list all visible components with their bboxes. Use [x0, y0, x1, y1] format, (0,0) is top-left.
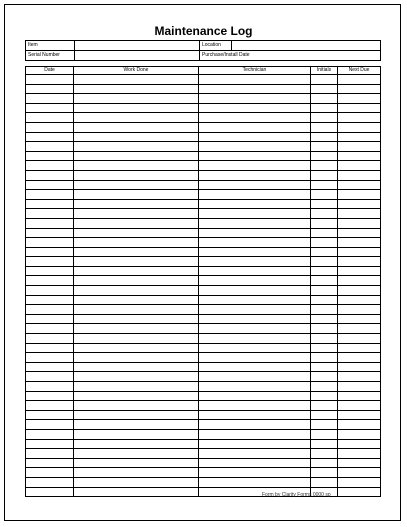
technician-cell[interactable]: [199, 122, 311, 132]
date-cell[interactable]: [26, 142, 74, 152]
date-cell[interactable]: [26, 75, 74, 85]
date-cell[interactable]: [26, 477, 74, 487]
date-cell[interactable]: [26, 94, 74, 104]
table-row: [26, 132, 381, 142]
date-cell[interactable]: [26, 122, 74, 132]
date-cell[interactable]: [26, 372, 74, 382]
date-cell[interactable]: [26, 257, 74, 267]
initials-cell[interactable]: [311, 343, 338, 353]
technician-cell[interactable]: [199, 353, 311, 363]
work-done-cell[interactable]: [74, 372, 199, 382]
table-row: [26, 429, 381, 439]
technician-cell[interactable]: [199, 295, 311, 305]
technician-cell[interactable]: [199, 458, 311, 468]
initials-cell[interactable]: [311, 142, 338, 152]
next-due-cell[interactable]: [338, 218, 381, 228]
next-due-cell[interactable]: [338, 84, 381, 94]
date-cell[interactable]: [26, 324, 74, 334]
work-done-cell[interactable]: [74, 391, 199, 401]
table-row: [26, 266, 381, 276]
work-done-cell[interactable]: [74, 199, 199, 209]
date-cell[interactable]: [26, 439, 74, 449]
work-done-cell[interactable]: [74, 132, 199, 142]
log-body: [26, 75, 381, 497]
date-cell[interactable]: [26, 391, 74, 401]
work-done-cell[interactable]: [74, 401, 199, 411]
technician-cell[interactable]: [199, 372, 311, 382]
technician-cell[interactable]: [199, 170, 311, 180]
next-due-cell[interactable]: [338, 468, 381, 478]
next-due-cell[interactable]: [338, 276, 381, 286]
date-cell[interactable]: [26, 228, 74, 238]
technician-cell[interactable]: [199, 429, 311, 439]
initials-cell[interactable]: [311, 286, 338, 296]
table-row: [26, 94, 381, 104]
next-due-cell[interactable]: [338, 238, 381, 248]
technician-cell[interactable]: [199, 238, 311, 248]
work-done-cell[interactable]: [74, 228, 199, 238]
next-due-cell[interactable]: [338, 343, 381, 353]
technician-cell[interactable]: [199, 449, 311, 459]
date-cell[interactable]: [26, 429, 74, 439]
next-due-cell[interactable]: [338, 353, 381, 363]
initials-cell[interactable]: [311, 199, 338, 209]
date-cell[interactable]: [26, 170, 74, 180]
table-row: [26, 305, 381, 315]
initials-cell[interactable]: [311, 362, 338, 372]
log-table: [25, 66, 381, 497]
technician-cell[interactable]: [199, 84, 311, 94]
table-row: [26, 410, 381, 420]
next-due-cell[interactable]: [338, 314, 381, 324]
table-row: [26, 362, 381, 372]
next-due-cell[interactable]: [338, 266, 381, 276]
table-row: [26, 75, 381, 85]
next-due-cell[interactable]: [338, 487, 381, 497]
initials-cell[interactable]: [311, 209, 338, 219]
date-cell[interactable]: [26, 266, 74, 276]
initials-cell[interactable]: [311, 122, 338, 132]
technician-cell[interactable]: [199, 199, 311, 209]
initials-cell[interactable]: [311, 477, 338, 487]
initials-cell[interactable]: [311, 238, 338, 248]
technician-cell[interactable]: [199, 391, 311, 401]
initials-cell[interactable]: [311, 305, 338, 315]
initials-cell[interactable]: [311, 276, 338, 286]
technician-cell[interactable]: [199, 209, 311, 219]
next-due-cell[interactable]: [338, 180, 381, 190]
work-done-cell[interactable]: [74, 238, 199, 248]
next-due-cell[interactable]: [338, 324, 381, 334]
initials-cell[interactable]: [311, 161, 338, 171]
work-done-cell[interactable]: [74, 266, 199, 276]
table-row: [26, 439, 381, 449]
serial-number-field[interactable]: [75, 51, 200, 61]
initials-cell[interactable]: [311, 190, 338, 200]
date-cell[interactable]: [26, 401, 74, 411]
technician-cell[interactable]: [199, 180, 311, 190]
initials-cell[interactable]: [311, 94, 338, 104]
date-cell[interactable]: [26, 180, 74, 190]
technician-cell[interactable]: [199, 161, 311, 171]
date-cell[interactable]: [26, 151, 74, 161]
initials-cell[interactable]: [311, 439, 338, 449]
next-due-cell[interactable]: [338, 286, 381, 296]
table-row: [26, 170, 381, 180]
table-row: [26, 391, 381, 401]
initials-cell[interactable]: [311, 429, 338, 439]
work-done-cell[interactable]: [74, 343, 199, 353]
work-done-cell[interactable]: [74, 449, 199, 459]
initials-cell[interactable]: [311, 449, 338, 459]
table-row: [26, 276, 381, 286]
initials-cell[interactable]: [311, 132, 338, 142]
date-cell[interactable]: [26, 276, 74, 286]
technician-cell[interactable]: [199, 477, 311, 487]
initials-cell[interactable]: [311, 372, 338, 382]
technician-cell[interactable]: [199, 266, 311, 276]
date-cell[interactable]: [26, 487, 74, 497]
work-done-cell[interactable]: [74, 113, 199, 123]
date-cell[interactable]: [26, 343, 74, 353]
technician-cell[interactable]: [199, 410, 311, 420]
table-row: [26, 324, 381, 334]
initials-cell[interactable]: [311, 113, 338, 123]
next-due-cell[interactable]: [338, 295, 381, 305]
technician-cell[interactable]: [199, 314, 311, 324]
next-due-cell[interactable]: [338, 199, 381, 209]
initials-cell[interactable]: [311, 314, 338, 324]
next-due-cell[interactable]: [338, 477, 381, 487]
table-row: [26, 161, 381, 171]
next-due-cell[interactable]: [338, 458, 381, 468]
date-cell[interactable]: [26, 84, 74, 94]
column-header-technician: Technician: [199, 67, 311, 75]
date-cell[interactable]: [26, 420, 74, 430]
work-done-cell[interactable]: [74, 314, 199, 324]
work-done-cell[interactable]: [74, 458, 199, 468]
work-done-cell[interactable]: [74, 161, 199, 171]
date-cell[interactable]: [26, 458, 74, 468]
next-due-cell[interactable]: [338, 94, 381, 104]
table-row: [26, 477, 381, 487]
serial-number-label: Serial Number: [26, 51, 75, 61]
technician-cell[interactable]: [199, 113, 311, 123]
next-due-cell[interactable]: [338, 410, 381, 420]
technician-cell[interactable]: [199, 132, 311, 142]
next-due-cell[interactable]: [338, 439, 381, 449]
technician-cell[interactable]: [199, 286, 311, 296]
work-done-cell[interactable]: [74, 324, 199, 334]
table-row: [26, 295, 381, 305]
log-header-row: [26, 67, 381, 75]
next-due-cell[interactable]: [338, 113, 381, 123]
initials-cell[interactable]: [311, 458, 338, 468]
next-due-cell[interactable]: [338, 391, 381, 401]
technician-cell[interactable]: [199, 382, 311, 392]
work-done-cell[interactable]: [74, 84, 199, 94]
next-due-cell[interactable]: [338, 449, 381, 459]
column-header-work-done: Work Done: [74, 67, 199, 75]
next-due-cell[interactable]: [338, 190, 381, 200]
table-row: [26, 372, 381, 382]
page-title: Maintenance Log: [154, 24, 253, 38]
work-done-cell[interactable]: [74, 170, 199, 180]
date-cell[interactable]: [26, 449, 74, 459]
next-due-cell[interactable]: [338, 401, 381, 411]
date-cell[interactable]: [26, 103, 74, 113]
next-due-cell[interactable]: [338, 142, 381, 152]
initials-cell[interactable]: [311, 103, 338, 113]
work-done-cell[interactable]: [74, 353, 199, 363]
date-cell[interactable]: [26, 468, 74, 478]
date-cell[interactable]: [26, 295, 74, 305]
table-row: [26, 199, 381, 209]
next-due-cell[interactable]: [338, 161, 381, 171]
next-due-cell[interactable]: [338, 103, 381, 113]
next-due-cell[interactable]: [338, 372, 381, 382]
technician-cell[interactable]: [199, 94, 311, 104]
initials-cell[interactable]: [311, 75, 338, 85]
work-done-cell[interactable]: [74, 276, 199, 286]
technician-cell[interactable]: [199, 343, 311, 353]
initials-cell[interactable]: [311, 353, 338, 363]
table-row: [26, 382, 381, 392]
table-row: [26, 314, 381, 324]
technician-cell[interactable]: [199, 324, 311, 334]
initials-cell[interactable]: [311, 410, 338, 420]
technician-cell[interactable]: [199, 142, 311, 152]
initials-cell[interactable]: [311, 391, 338, 401]
technician-cell[interactable]: [199, 151, 311, 161]
initials-cell[interactable]: [311, 324, 338, 334]
initials-cell[interactable]: [311, 151, 338, 161]
technician-cell[interactable]: [199, 218, 311, 228]
next-due-cell[interactable]: [338, 382, 381, 392]
work-done-cell[interactable]: [74, 410, 199, 420]
table-row: [26, 218, 381, 228]
initials-cell[interactable]: [311, 228, 338, 238]
location-field[interactable]: [232, 41, 381, 51]
item-label: Item: [26, 41, 75, 51]
initials-cell[interactable]: [311, 257, 338, 267]
technician-cell[interactable]: [199, 257, 311, 267]
table-row: [26, 103, 381, 113]
table-row: [26, 353, 381, 363]
technician-cell[interactable]: [199, 401, 311, 411]
next-due-cell[interactable]: [338, 170, 381, 180]
table-row: [26, 238, 381, 248]
initials-cell[interactable]: [311, 180, 338, 190]
initials-cell[interactable]: [311, 334, 338, 344]
next-due-cell[interactable]: [338, 362, 381, 372]
next-due-cell[interactable]: [338, 75, 381, 85]
work-done-cell[interactable]: [74, 247, 199, 257]
date-cell[interactable]: [26, 113, 74, 123]
work-done-cell[interactable]: [74, 420, 199, 430]
next-due-cell[interactable]: [338, 429, 381, 439]
date-cell[interactable]: [26, 247, 74, 257]
next-due-cell[interactable]: [338, 334, 381, 344]
initials-cell[interactable]: [311, 84, 338, 94]
work-done-cell[interactable]: [74, 94, 199, 104]
work-done-cell[interactable]: [74, 468, 199, 478]
technician-cell[interactable]: [199, 420, 311, 430]
work-done-cell[interactable]: [74, 305, 199, 315]
table-row: [26, 180, 381, 190]
technician-cell[interactable]: [199, 362, 311, 372]
table-row: [26, 458, 381, 468]
next-due-cell[interactable]: [338, 122, 381, 132]
work-done-cell[interactable]: [74, 103, 199, 113]
technician-cell[interactable]: [199, 276, 311, 286]
initials-cell[interactable]: [311, 170, 338, 180]
table-row: [26, 228, 381, 238]
work-done-cell[interactable]: [74, 362, 199, 372]
work-done-cell[interactable]: [74, 75, 199, 85]
initials-cell[interactable]: [311, 401, 338, 411]
column-header-initials: Initials: [311, 67, 338, 75]
table-row: [26, 449, 381, 459]
table-row: [26, 151, 381, 161]
item-field[interactable]: [75, 41, 200, 51]
next-due-cell[interactable]: [338, 247, 381, 257]
next-due-cell[interactable]: [338, 228, 381, 238]
work-done-cell[interactable]: [74, 382, 199, 392]
date-cell[interactable]: [26, 410, 74, 420]
next-due-cell[interactable]: [338, 151, 381, 161]
date-cell[interactable]: [26, 132, 74, 142]
table-row: [26, 401, 381, 411]
work-done-cell[interactable]: [74, 334, 199, 344]
initials-cell[interactable]: [311, 420, 338, 430]
form-footer: Form by Clarity Forms 0000 sp: [262, 492, 331, 498]
next-due-cell[interactable]: [338, 305, 381, 315]
date-cell[interactable]: [26, 305, 74, 315]
work-done-cell[interactable]: [74, 190, 199, 200]
date-cell[interactable]: [26, 209, 74, 219]
table-row: [26, 122, 381, 132]
technician-cell[interactable]: [199, 103, 311, 113]
technician-cell[interactable]: [199, 305, 311, 315]
date-cell[interactable]: [26, 286, 74, 296]
work-done-cell[interactable]: [74, 477, 199, 487]
technician-cell[interactable]: [199, 228, 311, 238]
purchase-date-label: Purchase/Install Date: [202, 52, 250, 58]
work-done-cell[interactable]: [74, 429, 199, 439]
purchase-date-field[interactable]: [200, 51, 381, 61]
table-row: [26, 420, 381, 430]
next-due-cell[interactable]: [338, 420, 381, 430]
table-row: [26, 247, 381, 257]
date-cell[interactable]: [26, 334, 74, 344]
date-cell[interactable]: [26, 199, 74, 209]
table-row: [26, 84, 381, 94]
initials-cell[interactable]: [311, 218, 338, 228]
table-row: [26, 142, 381, 152]
date-cell[interactable]: [26, 190, 74, 200]
work-done-cell[interactable]: [74, 439, 199, 449]
technician-cell[interactable]: [199, 439, 311, 449]
table-row: [26, 286, 381, 296]
table-row: [26, 113, 381, 123]
work-done-cell[interactable]: [74, 487, 199, 497]
technician-cell[interactable]: [199, 190, 311, 200]
work-done-cell[interactable]: [74, 295, 199, 305]
table-row: [26, 343, 381, 353]
technician-cell[interactable]: [199, 247, 311, 257]
work-done-cell[interactable]: [74, 151, 199, 161]
work-done-cell[interactable]: [74, 257, 199, 267]
info-row-2: [26, 51, 381, 61]
table-row: [26, 334, 381, 344]
initials-cell[interactable]: [311, 295, 338, 305]
initials-cell[interactable]: [311, 247, 338, 257]
initials-cell[interactable]: [311, 468, 338, 478]
table-row: [26, 209, 381, 219]
technician-cell[interactable]: [199, 334, 311, 344]
date-cell[interactable]: [26, 314, 74, 324]
work-done-cell[interactable]: [74, 142, 199, 152]
table-row: [26, 190, 381, 200]
date-cell[interactable]: [26, 353, 74, 363]
initials-cell[interactable]: [311, 266, 338, 276]
work-done-cell[interactable]: [74, 218, 199, 228]
location-label: Location: [200, 41, 232, 51]
date-cell[interactable]: [26, 362, 74, 372]
date-cell[interactable]: [26, 218, 74, 228]
work-done-cell[interactable]: [74, 209, 199, 219]
info-row-1: [26, 41, 381, 51]
column-header-date: Date: [26, 67, 74, 75]
next-due-cell[interactable]: [338, 209, 381, 219]
next-due-cell[interactable]: [338, 132, 381, 142]
date-cell[interactable]: [26, 161, 74, 171]
table-row: [26, 257, 381, 267]
initials-cell[interactable]: [311, 382, 338, 392]
column-header-next-due: Next Due: [338, 67, 381, 75]
info-table: [25, 40, 381, 61]
work-done-cell[interactable]: [74, 122, 199, 132]
technician-cell[interactable]: [199, 75, 311, 85]
table-row: [26, 468, 381, 478]
work-done-cell[interactable]: [74, 180, 199, 190]
date-cell[interactable]: [26, 238, 74, 248]
date-cell[interactable]: [26, 382, 74, 392]
next-due-cell[interactable]: [338, 257, 381, 267]
work-done-cell[interactable]: [74, 286, 199, 296]
technician-cell[interactable]: [199, 468, 311, 478]
